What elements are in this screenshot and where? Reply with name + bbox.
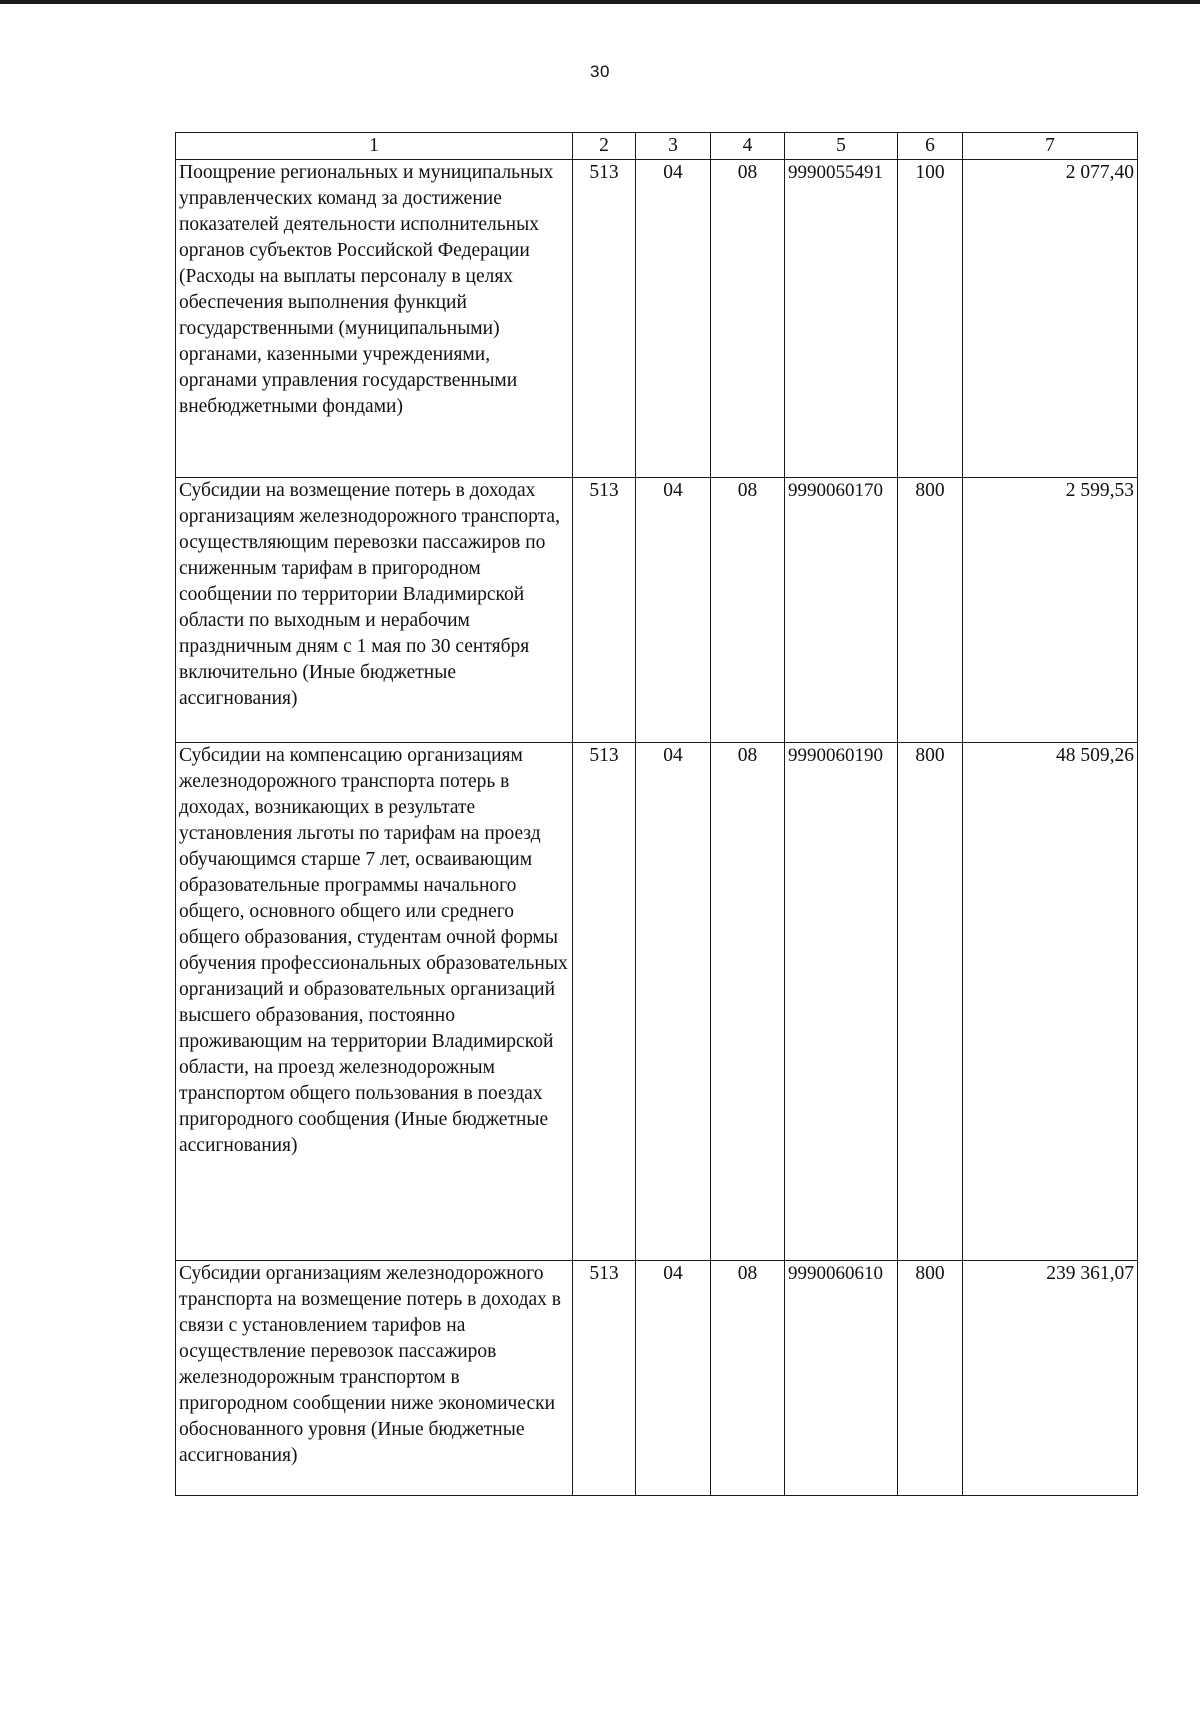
cell-expense-type: 800 — [898, 1261, 963, 1496]
cell-amount: 2 077,40 — [963, 160, 1138, 478]
cell-target-article: 9990060190 — [785, 743, 898, 1261]
header-col-4: 4 — [711, 133, 785, 160]
cell-description: Субсидии на компенсацию организациям железнодорожного транспорта потерь в доходах, возникающих в результате установления льготы по тарифам на проезд обучающимся старше 7 лет, осваивающим образовательные программы начального общего, основного общего или среднего общего образования, студентам очной формы обучения профессиональных образовательных организаций и образовательных организаций высшего образования, постоянно проживающим на территории Владимирской области, на проезд железнодорожным транспортом общего пользования в поездах пригородного сообщения (Иные бюджетные ассигнования) — [176, 743, 573, 1261]
cell-description: Субсидии организациям железнодорожного транспорта на возмещение потерь в доходах в связи с установлением тарифов на осуществление перевозок пассажиров железнодорожным транспортом в пригородном сообщении ниже экономически обоснованного уровня (Иные бюджетные ассигнования) — [176, 1261, 573, 1496]
cell-section: 04 — [636, 1261, 711, 1496]
cell-subsection: 08 — [711, 160, 785, 478]
cell-description: Поощрение региональных и муниципальных управленческих команд за достижение показателей деятельности исполнительных органов субъектов Российской Федерации (Расходы на выплаты персоналу в целях обеспечения выполнения функций государственными (муниципальными) органами, казенными учреждениями, органами управления государственными внебюджетными фондами) — [176, 160, 573, 478]
cell-expense-type: 100 — [898, 160, 963, 478]
page-number: 30 — [590, 62, 610, 81]
header-col-7: 7 — [963, 133, 1138, 160]
cell-ministry: 513 — [573, 1261, 636, 1496]
cell-target-article: 9990060170 — [785, 478, 898, 743]
page-top-border — [0, 0, 1200, 4]
header-row — [176, 133, 1138, 160]
cell-amount: 2 599,53 — [963, 478, 1138, 743]
header-col-5: 5 — [785, 133, 898, 160]
header-col-2: 2 — [573, 133, 636, 160]
cell-ministry: 513 — [573, 478, 636, 743]
table-body — [176, 160, 1138, 1496]
cell-expense-type: 800 — [898, 478, 963, 743]
cell-ministry: 513 — [573, 743, 636, 1261]
header-col-1: 1 — [176, 133, 573, 160]
cell-section: 04 — [636, 743, 711, 1261]
cell-subsection: 08 — [711, 478, 785, 743]
cell-subsection: 08 — [711, 743, 785, 1261]
table-row — [176, 478, 1138, 743]
cell-amount: 48 509,26 — [963, 743, 1138, 1261]
cell-target-article: 9990060610 — [785, 1261, 898, 1496]
cell-expense-type: 800 — [898, 743, 963, 1261]
cell-description: Субсидии на возмещение потерь в доходах организациям железнодорожного транспорта, осуществляющим перевозки пассажиров по сниженным тарифам в пригородном сообщении по территории Владимирской области по выходным и нерабочим праздничным дням с 1 мая по 30 сентября включительно (Иные бюджетные ассигнования) — [176, 478, 573, 743]
cell-subsection: 08 — [711, 1261, 785, 1496]
header-col-6: 6 — [898, 133, 963, 160]
header-col-3: 3 — [636, 133, 711, 160]
cell-section: 04 — [636, 478, 711, 743]
table-row — [176, 1261, 1138, 1496]
table-header — [176, 133, 1138, 160]
table-row — [176, 743, 1138, 1261]
budget-table — [175, 132, 1138, 1496]
cell-amount: 239 361,07 — [963, 1261, 1138, 1496]
cell-target-article: 9990055491 — [785, 160, 898, 478]
cell-ministry: 513 — [573, 160, 636, 478]
table-row — [176, 160, 1138, 478]
cell-section: 04 — [636, 160, 711, 478]
